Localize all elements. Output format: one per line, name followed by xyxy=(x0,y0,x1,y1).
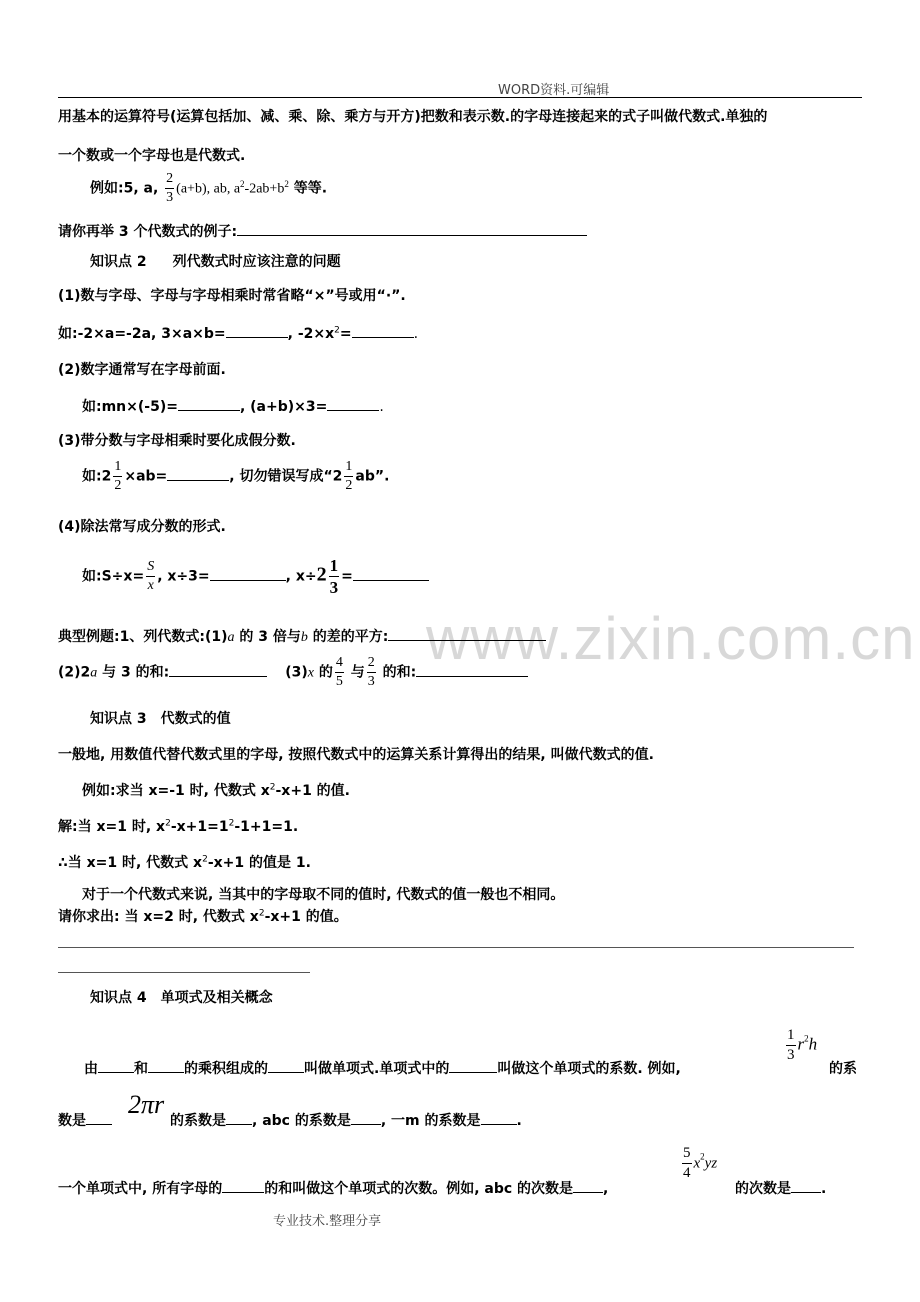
watermark: www.zixin.com.cn xyxy=(426,605,916,672)
answer-blank[interactable] xyxy=(481,1110,517,1125)
answer-blank[interactable] xyxy=(86,1110,112,1125)
answer-blank[interactable] xyxy=(791,1178,821,1193)
kp3-note: 对于一个代数式来说, 当其中的字母取不同的值时, 代数式的值一般也不相同。 xyxy=(82,887,565,903)
answer-blank[interactable] xyxy=(167,466,229,481)
monomial-expression-2: $\frac{5}{4}$ $x^2yz$ xyxy=(683,1145,718,1181)
kp2-rule-3: (3)带分数与字母相乘时要化成假分数. xyxy=(58,433,296,449)
example-terms: (a+b), ab, a xyxy=(176,181,241,197)
kp3-example: 例如:求当 x=-1 时, 代数式 $x^2-x+1$ 的值. xyxy=(82,782,351,799)
kp3-ask: 请你求出: 当 x=2 时, 代数式 $x^2-x+1$ 的值。 xyxy=(58,908,348,925)
fraction-two-thirds: $\frac{2}{3}$ xyxy=(367,655,375,689)
kp4-line-3: 一个单项式中, 所有字母的 的和叫做这个单项式的次数。例如, abc 的次数是 , xyxy=(58,1178,608,1198)
answer-blank[interactable] xyxy=(353,566,429,581)
answer-blank[interactable] xyxy=(352,323,414,338)
monomial-expression-1: $\frac{1}{3}$ $r^2h$ xyxy=(787,1027,818,1063)
kp2-rule-2: (2)数字通常写在字母前面. xyxy=(58,362,226,378)
pi-expression: 2πr xyxy=(128,1090,165,1119)
answer-line[interactable] xyxy=(58,947,854,948)
answer-blank[interactable] xyxy=(351,1110,381,1125)
intro-example: 例如:5, a, $\frac{2}{3}$ (a+b), ab, $a^2-2ab+b^2$ 等等. xyxy=(90,171,328,205)
answer-blank[interactable] xyxy=(237,221,587,236)
answer-blank[interactable] xyxy=(226,1110,252,1125)
answer-blank[interactable] xyxy=(210,566,286,581)
kp4-line-1-end: 的系 xyxy=(829,1061,857,1077)
answer-line[interactable] xyxy=(58,972,310,973)
kp2-example-3: 如:2 $\frac{1}{2}$ ×ab= , 切勿错误写成“2 $\frac{1}{2}$ ab”. xyxy=(82,459,390,493)
kp3-solution: 解:当 x=1 时, $x^2-x+1=1^2-1+1=1$. xyxy=(58,818,299,835)
typical-q2-q3: (2)2a 与 3 的和: (3)x 的 $\frac{4}{5}$ 与 $\frac{2}{3}$ 的和: xyxy=(58,656,528,689)
kp3-definition: 一般地, 用数值代替代数式里的字母, 按照代数式中的运算关系计算得出的结果, 叫做代数式的值. xyxy=(58,747,654,763)
example-prefix: 例如:5, a, xyxy=(90,180,164,197)
kp4-line-2b: 的系数是 , abc 的系数是 , 一m 的系数是 . xyxy=(170,1110,522,1130)
page-header: WORD资料.可编辑 xyxy=(498,83,610,98)
answer-blank[interactable] xyxy=(226,323,288,338)
kp2-example-4: 如:S÷x= $\frac{S}{x}$ , x÷3= , x÷2 $\frac{1}{3}$ = xyxy=(82,557,429,596)
typical-q1: 典型例题:1、列代数式:(1)a 的 3 倍与b 的差的平方: xyxy=(58,626,546,646)
answer-blank[interactable] xyxy=(416,662,528,677)
answer-blank[interactable] xyxy=(98,1058,134,1073)
kp3-therefore: ∴当 x=1 时, 代数式 $x^2-x+1$ 的值是 1. xyxy=(58,854,311,871)
kp4-line-3-end: 的次数是 . xyxy=(735,1178,826,1198)
answer-blank[interactable] xyxy=(327,396,379,411)
intro-line-1: 用基本的运算符号(运算包括加、减、乘、除、乘方与开方)把数和表示数.的字母连接起来的式子叫做代数式.单独的 xyxy=(58,109,768,125)
fraction-one-half: $\frac{1}{2}$ xyxy=(345,459,353,493)
intro-line-2: 一个数或一个字母也是代数式. xyxy=(58,148,246,164)
answer-blank[interactable] xyxy=(268,1058,304,1073)
kp4-line-2: 数是 xyxy=(58,1110,112,1130)
fraction-one-third: $\frac{1}{3}$ xyxy=(329,556,339,597)
answer-blank[interactable] xyxy=(222,1178,264,1193)
kp4-line-1: 由 和 的乘积组成的 叫做单项式.单项式中的 叫做这个单项式的系数. 例如, xyxy=(84,1058,681,1078)
header-rule xyxy=(58,97,862,98)
fraction-s-over-x: $\frac{S}{x}$ xyxy=(147,559,155,593)
kp2-rule-4: (4)除法常写成分数的形式. xyxy=(58,519,226,535)
fraction-four-fifths: $\frac{4}{5}$ xyxy=(335,655,343,689)
answer-blank[interactable] xyxy=(449,1058,497,1073)
kp3-title: 知识点 3 代数式的值 xyxy=(90,711,231,727)
kp2-title: 知识点 2 列代数式时应该注意的问题 xyxy=(90,254,341,270)
kp4-title: 知识点 4 单项式及相关概念 xyxy=(90,990,273,1006)
answer-blank[interactable] xyxy=(178,396,240,411)
page-footer: 专业技术.整理分享 xyxy=(273,1214,382,1229)
intro-ask: 请你再举 3 个代数式的例子: xyxy=(58,221,587,241)
answer-blank[interactable] xyxy=(148,1058,184,1073)
fraction-two-thirds: $\frac{2}{3}$ xyxy=(166,171,174,205)
fraction-one-half: $\frac{1}{2}$ xyxy=(114,459,122,493)
kp2-example-2: 如:mn×(-5)= , (a+b)×3= . xyxy=(82,396,384,416)
kp2-example-1: 如:-2×a=-2a, 3×a×b= , $-2\times x^2=$ . xyxy=(58,323,418,343)
kp2-rule-1: (1)数与字母、字母与字母相乘时常省略“×”号或用“·”. xyxy=(58,288,406,304)
answer-blank[interactable] xyxy=(169,662,267,677)
answer-blank[interactable] xyxy=(573,1178,603,1193)
answer-blank[interactable] xyxy=(388,626,546,641)
